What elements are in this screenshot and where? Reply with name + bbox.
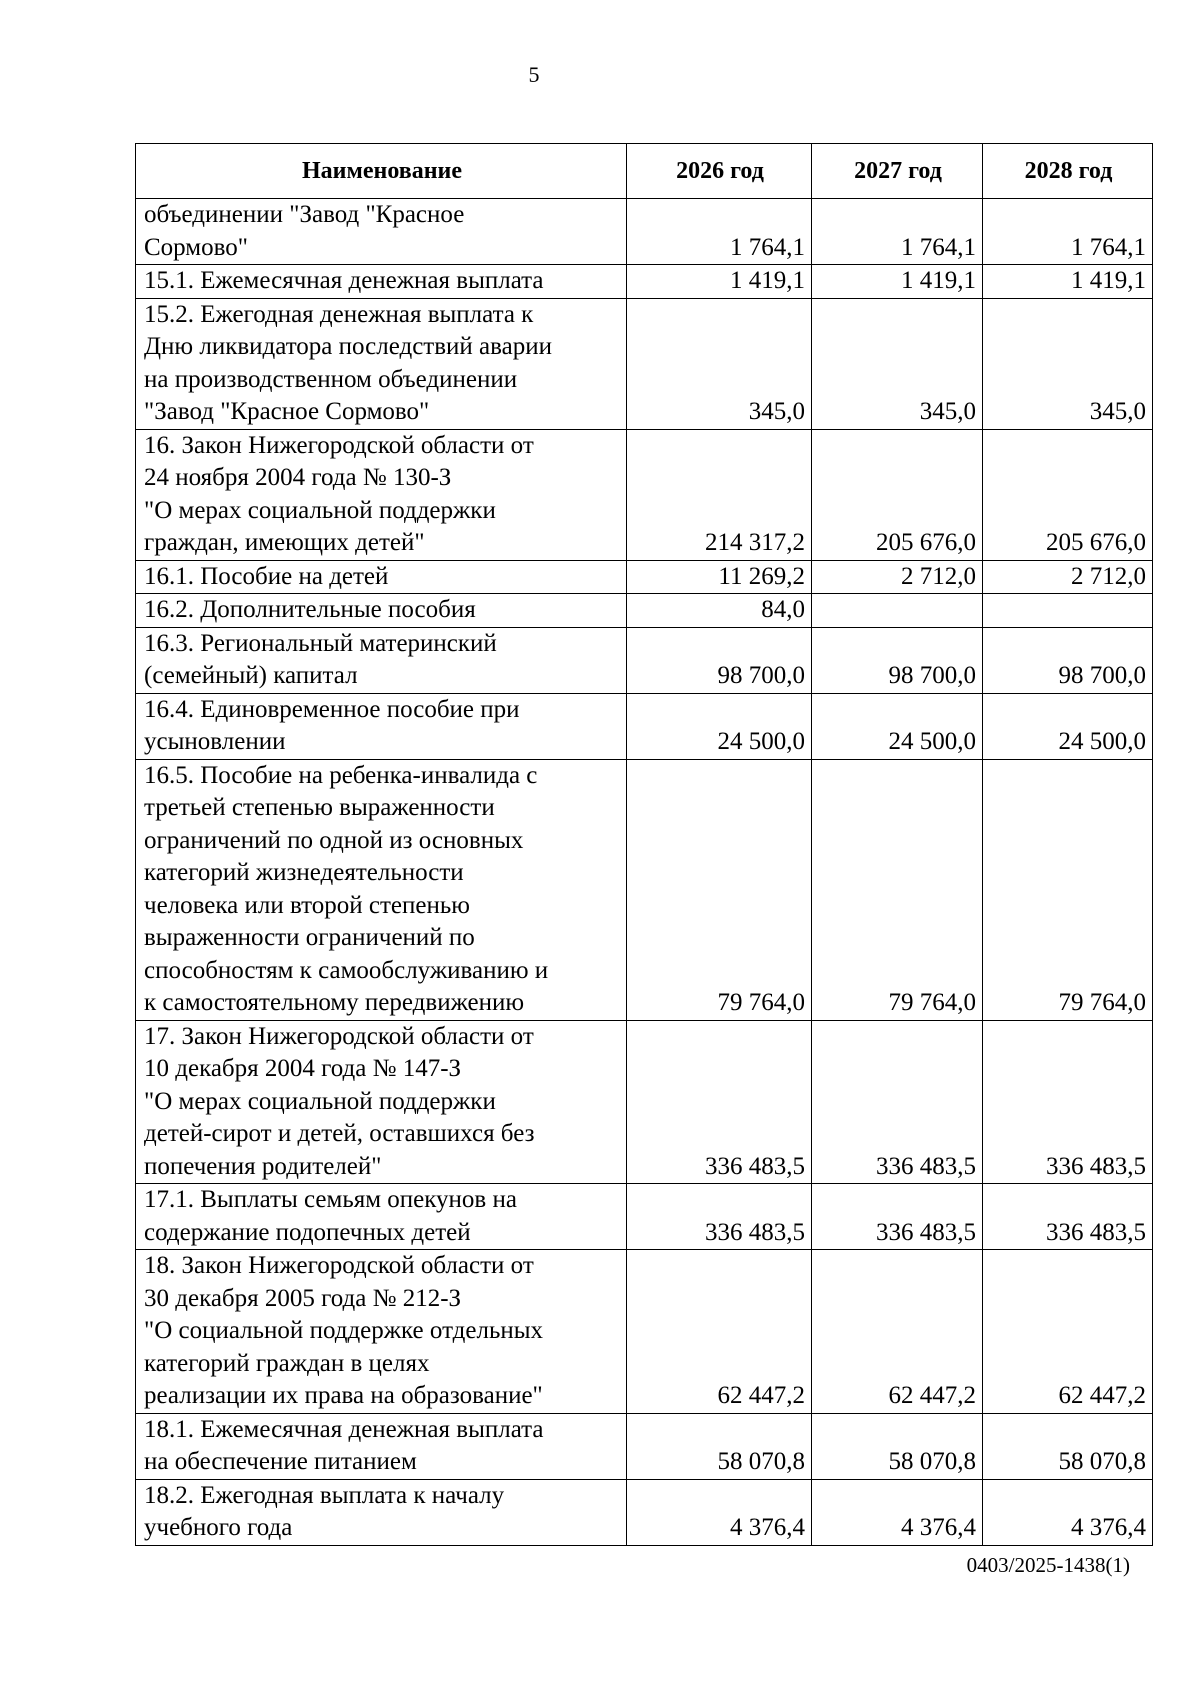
- table-row: [136, 1479, 1153, 1545]
- value-2027-cell: 205 676,0: [812, 429, 983, 560]
- table-row: [136, 1020, 1153, 1184]
- table-row: [136, 298, 1153, 429]
- value-2026-cell: 336 483,5: [627, 1184, 812, 1250]
- row-name-cell: 16.5. Пособие на ребенка-инвалида с третьей степенью выраженности ограничений по одной из основных категорий жизнедеятельности человека или второй степенью выраженности ограничений по способностям к самообслуживанию и к самостоятельному передвижению: [136, 759, 627, 1020]
- value-2028-cell: 62 447,2: [983, 1250, 1153, 1414]
- value-2028-cell: 336 483,5: [983, 1020, 1153, 1184]
- value-2026-cell: 58 070,8: [627, 1413, 812, 1479]
- row-name-cell: 16.1. Пособие на детей: [136, 560, 627, 594]
- value-2026-cell: 336 483,5: [627, 1020, 812, 1184]
- document-code: 0403/2025-1438(1): [966, 1553, 1130, 1577]
- table-row: [136, 627, 1153, 693]
- value-2027-cell: [812, 594, 983, 628]
- value-2027-cell: 24 500,0: [812, 693, 983, 759]
- table-row: [136, 594, 1153, 628]
- value-2026-cell: 79 764,0: [627, 759, 812, 1020]
- value-2028-cell: 1 764,1: [983, 199, 1153, 265]
- value-2027-cell: 2 712,0: [812, 560, 983, 594]
- row-name-cell: 18.2. Ежегодная выплата к началу учебного года: [136, 1479, 627, 1545]
- table-row: [136, 429, 1153, 560]
- value-2026-cell: 214 317,2: [627, 429, 812, 560]
- header-2028: 2028 год: [983, 144, 1153, 199]
- row-name-cell: 16.2. Дополнительные пособия: [136, 594, 627, 628]
- table-body: [136, 199, 1153, 1546]
- header-name: Наименование: [136, 144, 627, 199]
- value-2028-cell: 345,0: [983, 298, 1153, 429]
- row-name-cell: 18.1. Ежемесячная денежная выплата на обеспечение питанием: [136, 1413, 627, 1479]
- table-row: [136, 1184, 1153, 1250]
- row-name-cell: 16. Закон Нижегородской области от 24 ноября 2004 года № 130-З "О мерах социальной поддержки граждан, имеющих детей": [136, 429, 627, 560]
- value-2027-cell: 1 419,1: [812, 265, 983, 299]
- row-name-cell: 16.4. Единовременное пособие при усыновлении: [136, 693, 627, 759]
- table-header-row: [136, 144, 1153, 199]
- table-row: [136, 265, 1153, 299]
- value-2028-cell: 58 070,8: [983, 1413, 1153, 1479]
- value-2028-cell: 24 500,0: [983, 693, 1153, 759]
- row-name-cell: 15.1. Ежемесячная денежная выплата: [136, 265, 627, 299]
- value-2027-cell: 79 764,0: [812, 759, 983, 1020]
- value-2026-cell: 1 764,1: [627, 199, 812, 265]
- header-2026: 2026 год: [627, 144, 812, 199]
- value-2026-cell: 98 700,0: [627, 627, 812, 693]
- value-2026-cell: 24 500,0: [627, 693, 812, 759]
- value-2028-cell: 336 483,5: [983, 1184, 1153, 1250]
- value-2026-cell: 11 269,2: [627, 560, 812, 594]
- row-name-cell: объединении "Завод "Красное Сормово": [136, 199, 627, 265]
- table-row: [136, 1250, 1153, 1414]
- value-2027-cell: 345,0: [812, 298, 983, 429]
- value-2028-cell: [983, 594, 1153, 628]
- row-name-cell: 15.2. Ежегодная денежная выплата к Дню ликвидатора последствий аварии на производственном объединении "Завод "Красное Сормово": [136, 298, 627, 429]
- value-2027-cell: 4 376,4: [812, 1479, 983, 1545]
- value-2028-cell: 79 764,0: [983, 759, 1153, 1020]
- table-row: [136, 693, 1153, 759]
- value-2027-cell: 336 483,5: [812, 1184, 983, 1250]
- header-2027: 2027 год: [812, 144, 983, 199]
- row-name-cell: 17.1. Выплаты семьям опекунов на содержание подопечных детей: [136, 1184, 627, 1250]
- value-2027-cell: 58 070,8: [812, 1413, 983, 1479]
- value-2028-cell: 2 712,0: [983, 560, 1153, 594]
- value-2027-cell: 98 700,0: [812, 627, 983, 693]
- value-2026-cell: 84,0: [627, 594, 812, 628]
- value-2027-cell: 62 447,2: [812, 1250, 983, 1414]
- value-2026-cell: 4 376,4: [627, 1479, 812, 1545]
- value-2027-cell: 1 764,1: [812, 199, 983, 265]
- value-2028-cell: 98 700,0: [983, 627, 1153, 693]
- budget-table: [135, 143, 1153, 1546]
- row-name-cell: 17. Закон Нижегородской области от 10 декабря 2004 года № 147-З "О мерах социальной поддержки детей-сирот и детей, оставшихся без попечения родителей": [136, 1020, 627, 1184]
- value-2026-cell: 345,0: [627, 298, 812, 429]
- value-2028-cell: 1 419,1: [983, 265, 1153, 299]
- value-2027-cell: 336 483,5: [812, 1020, 983, 1184]
- table-row: [136, 199, 1153, 265]
- value-2028-cell: 205 676,0: [983, 429, 1153, 560]
- table-row: [136, 1413, 1153, 1479]
- table-row: [136, 560, 1153, 594]
- value-2026-cell: 1 419,1: [627, 265, 812, 299]
- page-number: 5: [528, 62, 540, 87]
- row-name-cell: 18. Закон Нижегородской области от 30 декабря 2005 года № 212-З "О социальной поддержке отдельных категорий граждан в целях реализации их права на образование": [136, 1250, 627, 1414]
- value-2026-cell: 62 447,2: [627, 1250, 812, 1414]
- table-row: [136, 759, 1153, 1020]
- value-2028-cell: 4 376,4: [983, 1479, 1153, 1545]
- row-name-cell: 16.3. Региональный материнский (семейный) капитал: [136, 627, 627, 693]
